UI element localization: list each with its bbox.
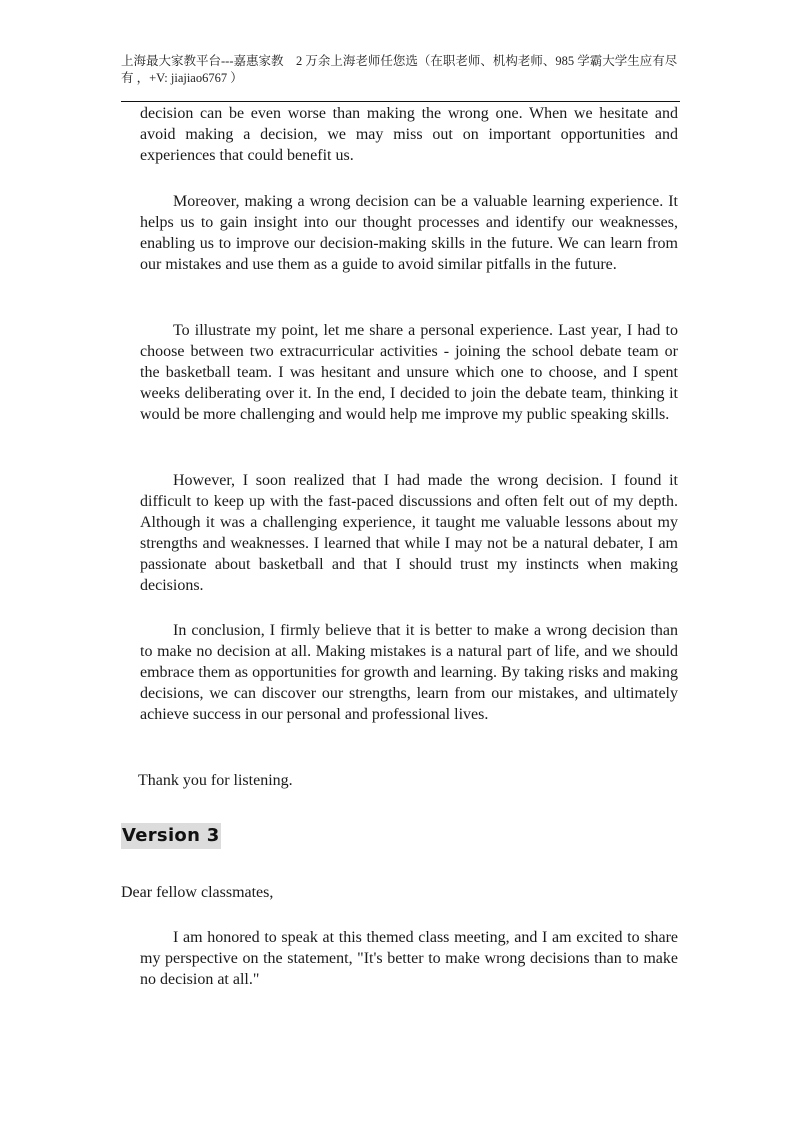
body-paragraph-1: decision can be even worse than making the wrong one. When we hesitate and avoid making a decision, we may miss out on important opportunities and experiences that could benefit us. (140, 105, 678, 164)
version3-paragraph-1: I am honored to speak at this themed class meeting, and I am excited to share my perspective on the statement, "It's better to make wrong decisions than to make no decision at all." (140, 929, 678, 988)
version-heading: Version 3 (121, 823, 221, 849)
body-paragraph-4: However, I soon realized that I had made the wrong decision. I found it difficult to keep up with the fast-paced discussions and often felt out of my depth. Although it was a challenging experience, it taught me valuable lessons about my strengths and weaknesses. I learned that while I may not be a natural debater, I am passionate about basketball and that I should trust my instincts when making decisions. (140, 472, 678, 594)
salutation: Dear fellow classmates, (121, 884, 274, 901)
body-paragraph-3: To illustrate my point, let me share a personal experience. Last year, I had to choose between two extracurricular activities - joining the school debate team or the basketball team. I was hesitant and unsure which one to choose, and I spent weeks deliberating over it. In the end, I decided to join the debate team, thinking it would be more challenging and would help me improve my public speaking skills. (140, 322, 678, 423)
page-header: 上海最大家教平台---嘉惠家教 2 万余上海老师任您选（在职老师、机构老师、985 学霸大学生应有尽有 ，+V: jiajiao6767 ） (121, 54, 678, 85)
body-paragraph-5: In conclusion, I firmly believe that it is better to make a wrong decision than to make no decision at all. Making mistakes is a natural part of life, and we should embrace them as opportunities for growth and learning. By taking risks and making decisions, we can discover our strengths, learn from our mistakes, and ultimately achieve success in our personal and professional lives. (140, 622, 678, 723)
closing-line: Thank you for listening. (138, 772, 293, 789)
header-divider (121, 101, 680, 102)
body-paragraph-2: Moreover, making a wrong decision can be a valuable learning experience. It helps us to gain insight into our thought processes and identify our weaknesses, enabling us to improve our decision-making skills in the future. We can learn from our mistakes and use them as a guide to avoid similar pitfalls in the future. (140, 193, 678, 273)
